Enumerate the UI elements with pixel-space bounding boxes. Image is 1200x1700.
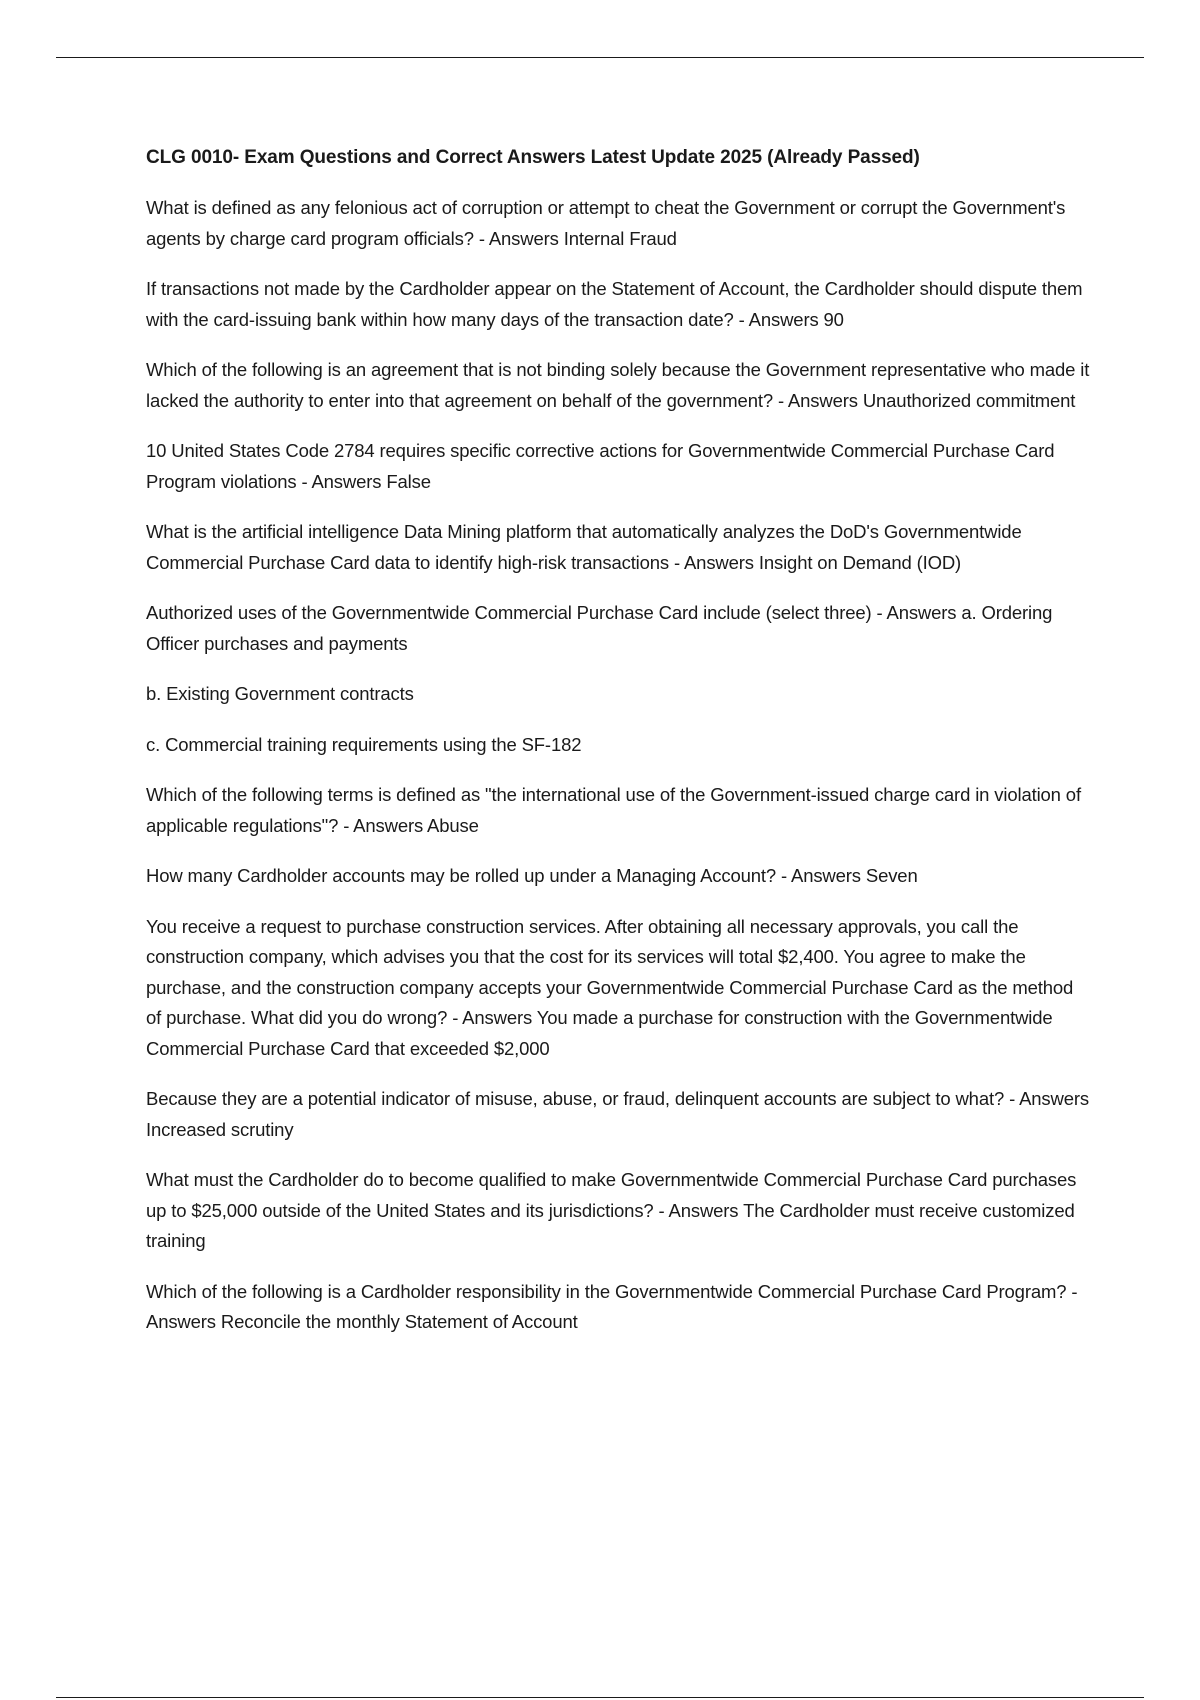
question-paragraph: Which of the following is a Cardholder responsibility in the Governmentwide Commercial Purchase Card Program? - Answers Reconcile the monthly Statement of Account xyxy=(146,1280,1078,1332)
question-paragraph: What is defined as any felonious act of corruption or attempt to cheat the Government or corrupt the Government's agents by charge card program officials? - Answers Internal Fraud xyxy=(146,197,1066,249)
header-rule xyxy=(56,57,1144,58)
question-paragraph: What is the artificial intelligence Data Mining platform that automatically analyzes the DoD's Governmentwide Commercial Purchase Card data to identify high-risk transactions - Answers Insight on Demand (IOD) xyxy=(146,521,1022,573)
question-paragraph: If transactions not made by the Cardholder appear on the Statement of Account, the Cardholder should dispute them with the card-issuing bank within how many days of the transaction date? - Answers 90 xyxy=(146,278,1083,330)
question-paragraph: 10 United States Code 2784 requires specific corrective actions for Governmentwide Commercial Purchase Card Program violations - Answers False xyxy=(146,440,1055,492)
answer-option: c. Commercial training requirements using the SF-182 xyxy=(146,733,582,755)
document-title: CLG 0010- Exam Questions and Correct Answers Latest Update 2025 (Already Passed) xyxy=(146,147,920,168)
question-paragraph: Because they are a potential indicator of misuse, abuse, or fraud, delinquent accounts are subject to what? - Answers Increased scrutiny xyxy=(146,1088,1089,1140)
question-paragraph: Authorized uses of the Governmentwide Commercial Purchase Card include (select three) - Answers a. Ordering Officer purchases and payments xyxy=(146,602,1053,654)
footer-rule xyxy=(56,1697,1144,1698)
question-paragraph: Which of the following is an agreement that is not binding solely because the Government representative who made it lacked the authority to enter into that agreement on behalf of the government? - Answers Unauthorized commitment xyxy=(146,359,1090,411)
question-paragraph: Which of the following terms is defined as "the international use of the Government-issued charge card in violation of applicable regulations"? - Answers Abuse xyxy=(146,784,1081,836)
document-body xyxy=(146,143,1090,1358)
question-paragraph: How many Cardholder accounts may be rolled up under a Managing Account? - Answers Seven xyxy=(146,865,918,886)
question-paragraph: You receive a request to purchase construction services. After obtaining all necessary approvals, you call the construction company, which advises you that the cost for its services will total $2,400. You agree to make the purchase, and the construction company accepts your Governmentwide Commercial Purchase Card as the method of purchase. What did you do wrong? - Answers You made a purchase for construction with the Governmentwide Commercial Purchase Card that exceeded $2,000 xyxy=(146,915,1074,1059)
question-paragraph: What must the Cardholder do to become qualified to make Governmentwide Commercial Purchase Card purchases up to $25,000 outside of the United States and its jurisdictions? - Answers The Cardholder must receive customized training xyxy=(146,1169,1077,1251)
answer-option: b. Existing Government contracts xyxy=(146,683,414,704)
